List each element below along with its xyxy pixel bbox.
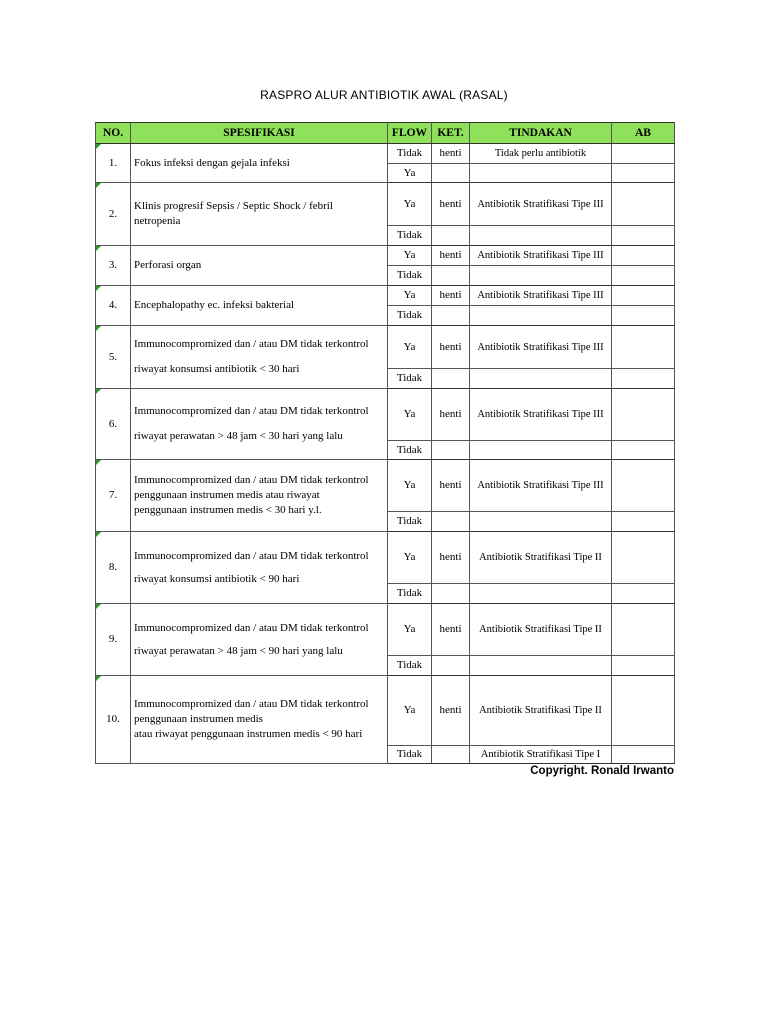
flow-cell: Tidak (388, 226, 432, 246)
specification-line: atau riwayat penggunaan instrumen medis < 90 hari (134, 728, 363, 740)
tindakan-cell: Antibiotik Stratifikasi Tipe II (470, 676, 612, 746)
ket-cell: henti (432, 246, 470, 266)
tindakan-cell (470, 441, 612, 460)
table-row (96, 246, 675, 266)
specification-line: penggunaan instrumen medis atau riwayat (134, 489, 320, 501)
specification-cell (131, 286, 388, 326)
flow-cell: Ya (388, 286, 432, 306)
specification-cell (131, 326, 388, 389)
ab-cell (612, 226, 675, 246)
flow-cell: Ya (388, 164, 432, 183)
document-title: RASPRO ALUR ANTIBIOTIK AWAL (RASAL) (260, 88, 508, 102)
flow-cell: Tidak (388, 584, 432, 604)
specification-cell (131, 246, 388, 286)
rasal-table-container (95, 122, 675, 764)
row-number: 2. (96, 183, 131, 246)
ab-cell (612, 326, 675, 369)
ket-cell: henti (432, 676, 470, 746)
ab-cell (612, 584, 675, 604)
flow-cell: Ya (388, 183, 432, 226)
ab-cell (612, 676, 675, 746)
ab-cell (612, 604, 675, 656)
flow-cell: Tidak (388, 746, 432, 764)
row-number: 8. (96, 532, 131, 604)
specification-line: riwayat perawatan > 48 jam < 90 hari yang lalu (134, 644, 343, 657)
specification-line: Encephalopathy ec. infeksi bakterial (134, 299, 295, 311)
rasal-table (95, 122, 675, 764)
flow-cell: Ya (388, 389, 432, 441)
row-number: 4. (96, 286, 131, 326)
row-number: 1. (96, 144, 131, 183)
table-body (96, 144, 675, 764)
tindakan-cell (470, 164, 612, 183)
table-row (96, 389, 675, 441)
ket-cell (432, 266, 470, 286)
ab-cell (612, 164, 675, 183)
flow-cell: Ya (388, 326, 432, 369)
ab-cell (612, 389, 675, 441)
tindakan-cell (470, 369, 612, 389)
ket-cell: henti (432, 183, 470, 226)
tindakan-cell: Antibiotik Stratifikasi Tipe III (470, 460, 612, 512)
flow-cell: Tidak (388, 266, 432, 286)
tindakan-cell: Antibiotik Stratifikasi Tipe III (470, 326, 612, 369)
tindakan-cell (470, 226, 612, 246)
row-number: 7. (96, 460, 131, 532)
ket-cell: henti (432, 286, 470, 306)
ket-cell: henti (432, 326, 470, 369)
tindakan-cell (470, 584, 612, 604)
table-row (96, 326, 675, 369)
header-ab: AB (612, 123, 675, 144)
tindakan-cell: Antibiotik Stratifikasi Tipe II (470, 532, 612, 584)
specification-cell (131, 532, 388, 604)
flow-cell: Tidak (388, 306, 432, 326)
flow-cell: Tidak (388, 369, 432, 389)
specification-line: riwayat perawatan > 48 jam < 30 hari yang lalu (134, 430, 343, 442)
flow-cell: Ya (388, 604, 432, 656)
ket-cell: henti (432, 389, 470, 441)
table-row (96, 676, 675, 746)
flow-cell: Tidak (388, 512, 432, 532)
specification-line: Immunocompromized dan / atau DM tidak terkontrol (134, 405, 369, 417)
specification-line: Immunocompromized dan / atau DM tidak terkontrol (134, 698, 369, 710)
ket-cell: henti (432, 532, 470, 584)
row-number: 5. (96, 326, 131, 389)
table-row (96, 532, 675, 584)
table-header-row (96, 123, 675, 144)
table-row (96, 604, 675, 656)
ab-cell (612, 246, 675, 266)
ket-cell (432, 441, 470, 460)
tindakan-cell (470, 306, 612, 326)
table-row (96, 144, 675, 164)
specification-cell (131, 460, 388, 532)
header-no: NO. (96, 123, 131, 144)
row-number: 6. (96, 389, 131, 460)
specification-line: Immunocompromized dan / atau DM tidak terkontrol (134, 474, 369, 486)
specification-line: Perforasi organ (134, 259, 202, 271)
ket-cell: henti (432, 604, 470, 656)
ab-cell (612, 746, 675, 764)
flow-cell: Ya (388, 460, 432, 512)
copyright-text: Copyright. Ronald Irwanto (530, 765, 674, 777)
flow-cell: Ya (388, 532, 432, 584)
ab-cell (612, 532, 675, 584)
tindakan-cell (470, 656, 612, 676)
tindakan-cell (470, 512, 612, 532)
tindakan-cell: Antibiotik Stratifikasi Tipe III (470, 286, 612, 306)
header-spesifikasi: SPESIFIKASI (131, 123, 388, 144)
tindakan-cell: Antibiotik Stratifikasi Tipe III (470, 183, 612, 226)
ket-cell: henti (432, 460, 470, 512)
flow-cell: Tidak (388, 441, 432, 460)
ab-cell (612, 512, 675, 532)
specification-line: riwayat konsumsi antibiotik < 30 hari (134, 363, 300, 375)
specification-cell (131, 604, 388, 676)
specification-line: Klinis progresif Sepsis / Septic Shock / febril (134, 200, 333, 212)
specification-cell (131, 183, 388, 246)
specification-line: Fokus infeksi dengan gejala infeksi (134, 156, 290, 169)
ket-cell: henti (432, 144, 470, 164)
ab-cell (612, 460, 675, 512)
specification-cell (131, 144, 388, 183)
ket-cell (432, 656, 470, 676)
ab-cell (612, 266, 675, 286)
ab-cell (612, 369, 675, 389)
table-row (96, 460, 675, 512)
ket-cell (432, 306, 470, 326)
specification-line: Immunocompromized dan / atau DM tidak terkontrol (134, 549, 369, 562)
ket-cell (432, 369, 470, 389)
tindakan-cell: Antibiotik Stratifikasi Tipe II (470, 604, 612, 656)
ket-cell (432, 746, 470, 764)
ab-cell (612, 656, 675, 676)
ab-cell (612, 144, 675, 164)
header-tindakan: TINDAKAN (470, 123, 612, 144)
ket-cell (432, 512, 470, 532)
tindakan-cell: Antibiotik Stratifikasi Tipe III (470, 389, 612, 441)
ket-cell (432, 226, 470, 246)
table-row (96, 183, 675, 226)
header-ket: KET. (432, 123, 470, 144)
flow-cell: Ya (388, 246, 432, 266)
specification-line: Immunocompromized dan / atau DM tidak terkontrol (134, 338, 369, 350)
specification-line: netropenia (134, 215, 181, 227)
ab-cell (612, 441, 675, 460)
row-number: 10. (96, 676, 131, 764)
tindakan-cell: Antibiotik Stratifikasi Tipe III (470, 246, 612, 266)
specification-line: penggunaan instrumen medis < 30 hari y.l. (134, 504, 322, 516)
ab-cell (612, 286, 675, 306)
tindakan-cell: Tidak perlu antibiotik (470, 144, 612, 164)
flow-cell: Tidak (388, 656, 432, 676)
ab-cell (612, 183, 675, 226)
row-number: 9. (96, 604, 131, 676)
specification-line: riwayat konsumsi antibiotik < 90 hari (134, 572, 300, 585)
specification-cell (131, 389, 388, 460)
row-number: 3. (96, 246, 131, 286)
ab-cell (612, 306, 675, 326)
table-row (96, 286, 675, 306)
flow-cell: Ya (388, 676, 432, 746)
specification-line: penggunaan instrumen medis (134, 713, 263, 725)
header-flow: FLOW (388, 123, 432, 144)
flow-cell: Tidak (388, 144, 432, 164)
specification-line: Immunocompromized dan / atau DM tidak terkontrol (134, 621, 369, 634)
ket-cell (432, 584, 470, 604)
tindakan-cell (470, 266, 612, 286)
ket-cell (432, 164, 470, 183)
tindakan-cell: Antibiotik Stratifikasi Tipe I (470, 746, 612, 764)
specification-cell (131, 676, 388, 764)
